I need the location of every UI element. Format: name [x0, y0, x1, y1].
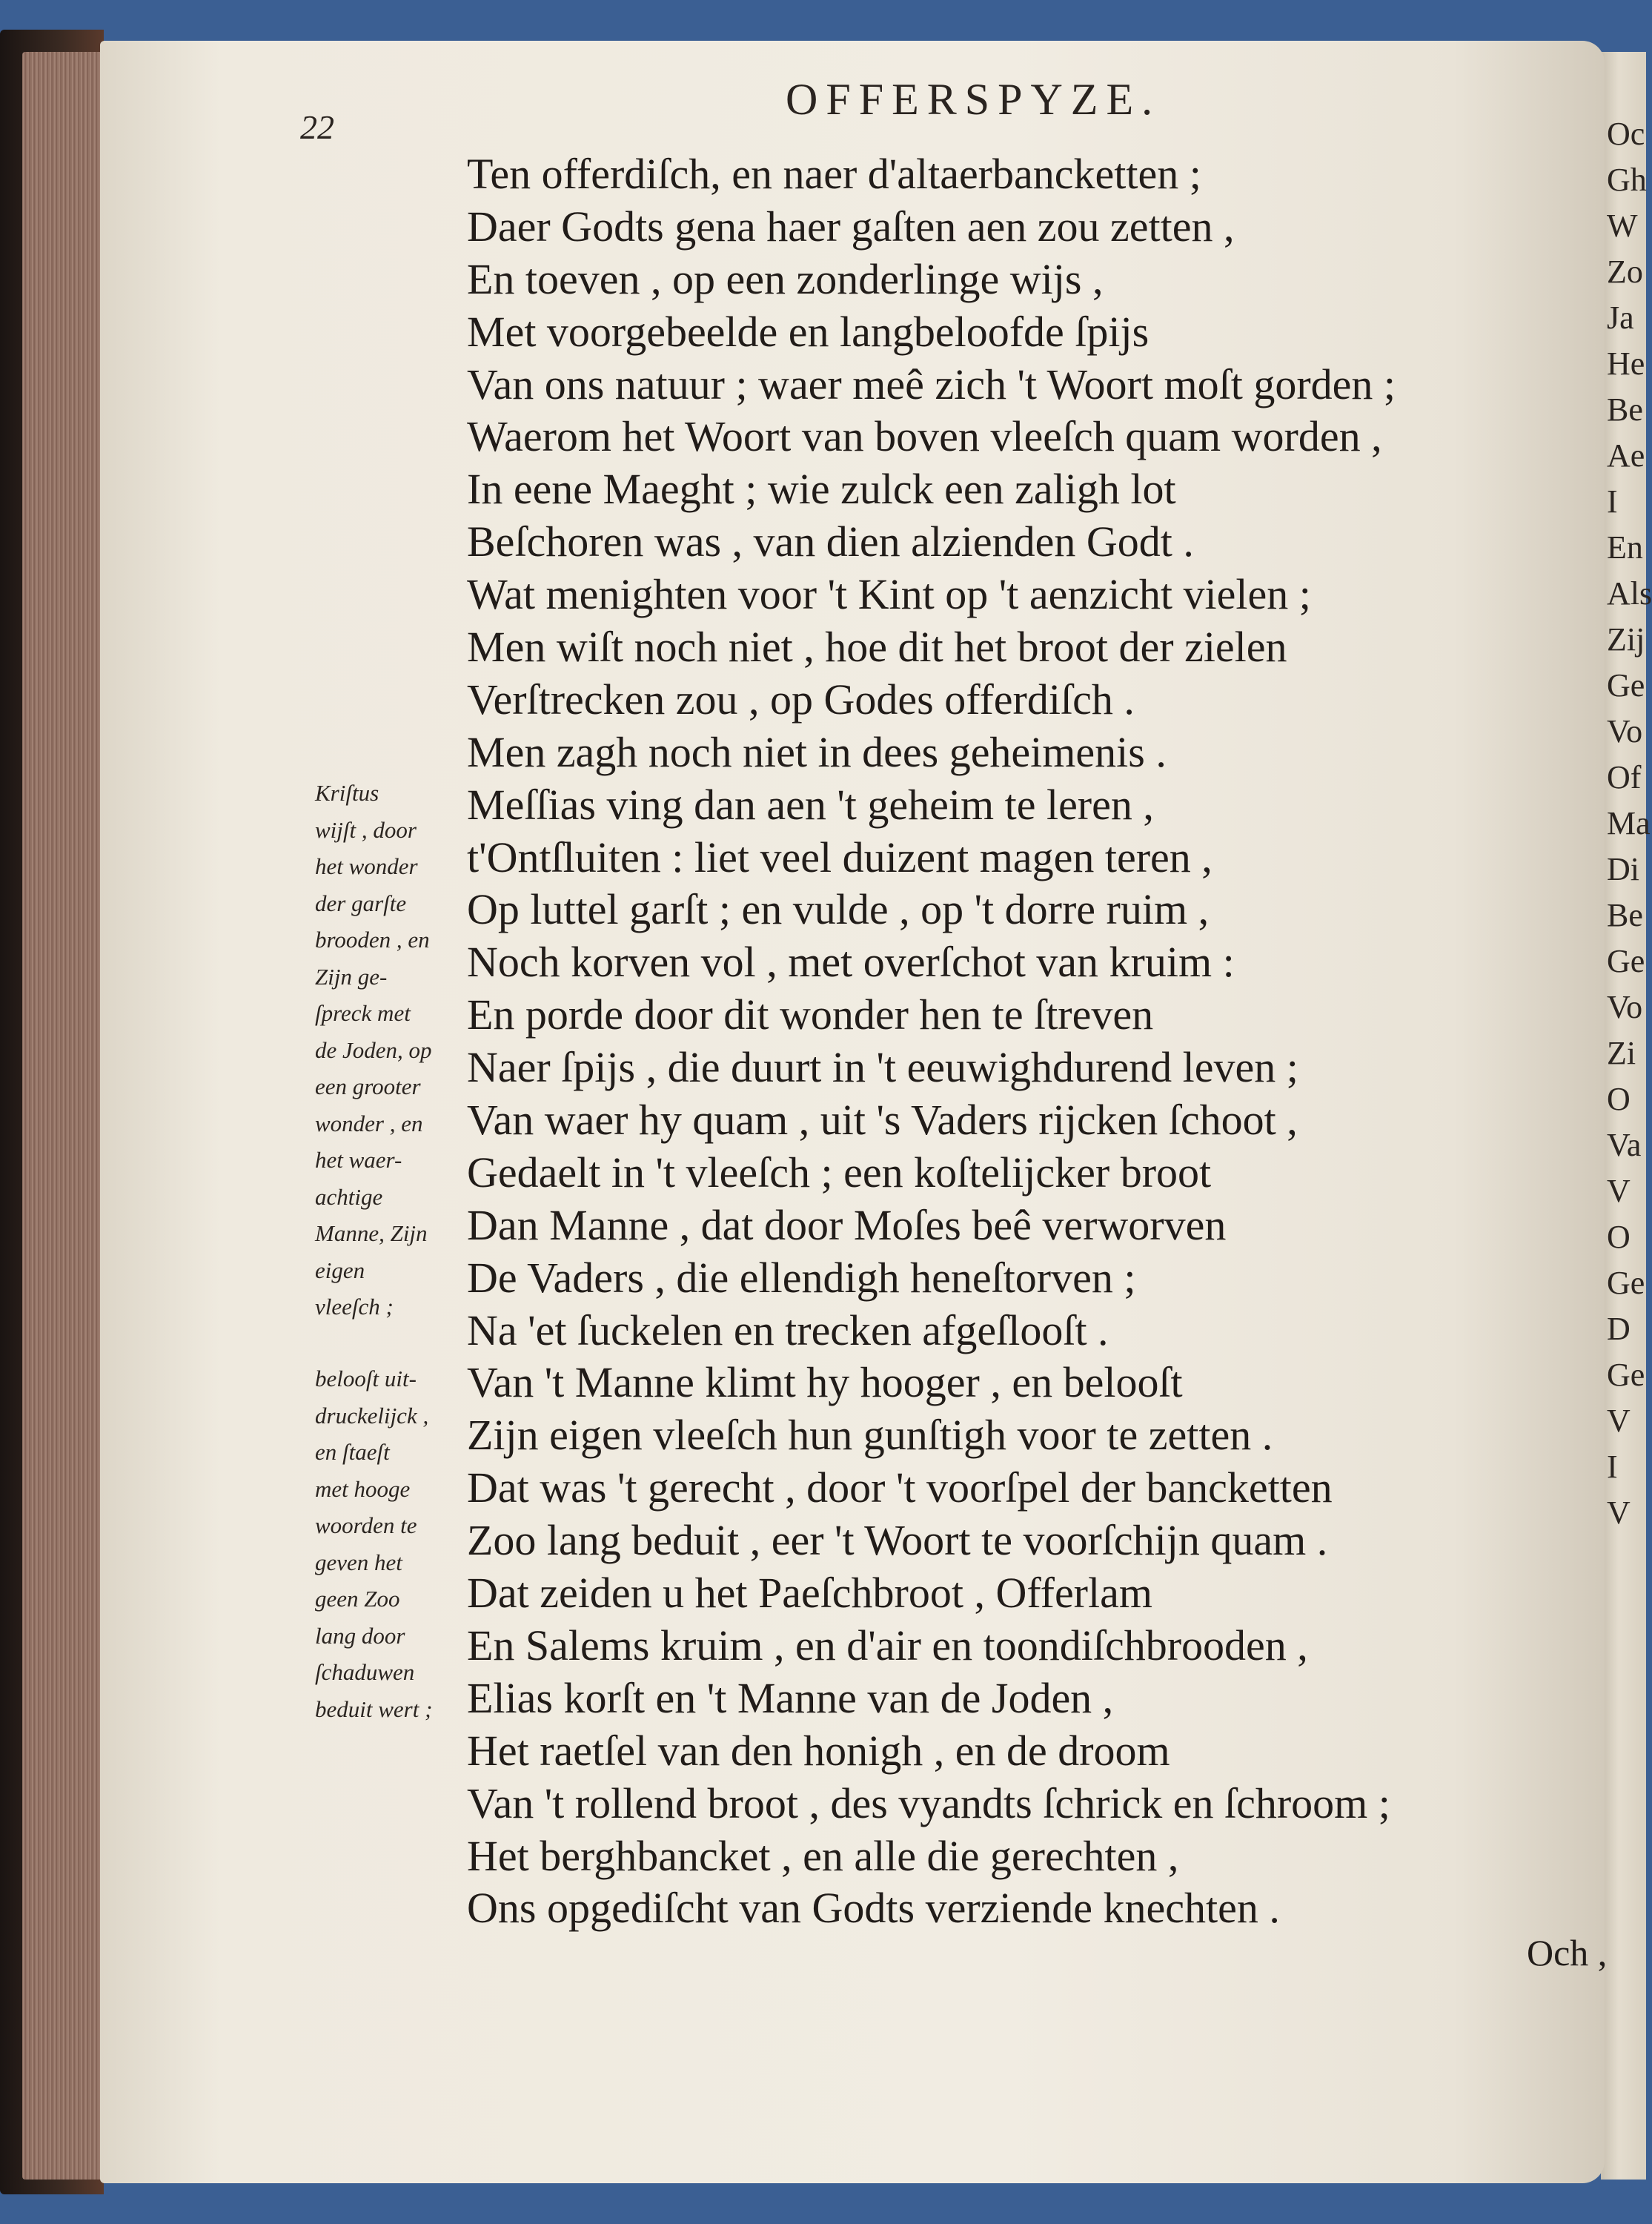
poem-line: Wat menighten voor 't Kint op 't aenzicht vielen ;: [467, 570, 1311, 619]
poem-line: Elias korſt en 't Manne van de Joden ,: [467, 1673, 1114, 1722]
marginal-note-line: met hooge: [315, 1475, 411, 1502]
marginal-note-line: beduit wert ;: [315, 1695, 433, 1722]
poem-line: Zoo lang beduit , eer 't Woort te voorſchijn quam .: [467, 1516, 1328, 1565]
marginal-note-line: brooden , en: [315, 927, 430, 953]
marginal-note-line: eigen: [315, 1257, 365, 1283]
marginal-note-line: vleeſch ;: [315, 1294, 394, 1320]
facing-page-fragment: Ge: [1607, 667, 1645, 704]
marginal-note-line: lang door: [315, 1622, 405, 1649]
facing-page-fragment: V: [1607, 1173, 1631, 1209]
poem-line: Ten offerdiſch, en naer d'altaerbancketten ;: [467, 150, 1201, 198]
facing-page-fragment: Be: [1607, 391, 1643, 428]
poem-text: [467, 148, 1396, 1935]
marginal-note-line: de Joden, op: [315, 1036, 432, 1063]
running-head: OFFERSPYZE.: [786, 75, 1161, 124]
facing-page-fragment: Vo: [1607, 989, 1643, 1025]
facing-page-fragment: O: [1607, 1219, 1631, 1255]
poem-line: Dat was 't gerecht , door 't voorſpel der bancketten: [467, 1463, 1333, 1512]
facing-page-fragment: Gh: [1607, 162, 1647, 198]
facing-page-fragment: Zo: [1607, 254, 1643, 290]
facing-page-fragment: He: [1607, 345, 1645, 382]
marginal-note-line: wonder , en: [315, 1110, 423, 1136]
poem-line: Het berghbancket , en alle die gerechten ,: [467, 1831, 1179, 1880]
page-edges: [22, 52, 104, 2180]
marginal-note-line: druckelijck ,: [315, 1402, 429, 1429]
poem-line: Ons opgediſcht van Godts verziende knechten .: [467, 1884, 1280, 1933]
poem-line: Van 't rollend broot , des vyandts ſchrick en ſchroom ;: [467, 1778, 1390, 1827]
marginal-note-line: achtige: [315, 1183, 383, 1210]
marginal-note-line: Kriſtus: [315, 780, 379, 806]
marginal-note-line: Zijn ge-: [315, 963, 388, 990]
poem-line: Beſchoren was , van dien alzienden Godt .: [467, 517, 1194, 566]
poem-line: In eene Maeght ; wie zulck een zaligh lot: [467, 465, 1176, 514]
facing-page-text: [1607, 111, 1652, 1536]
poem-line: En toeven , op een zonderlinge wijs ,: [467, 254, 1104, 303]
facing-page-fragment: Ma: [1607, 805, 1651, 841]
facing-page-fragment: Oc: [1607, 116, 1645, 152]
facing-page-fragment: Ge: [1607, 1357, 1645, 1393]
poem-line: Van 't Manne klimt hy hooger , en belooſt: [467, 1358, 1183, 1407]
poem-line: Gedaelt in 't vleeſch ; een koſtelijcker broot: [467, 1148, 1212, 1197]
poem-line: Naer ſpijs , die duurt in 't eeuwighdurend leven ;: [467, 1043, 1298, 1092]
marginal-note-kristus: [315, 775, 471, 1326]
facing-page-fragment: Va: [1607, 1127, 1642, 1163]
poem-line: Waerom het Woort van boven vleeſch quam worden ,: [467, 412, 1382, 461]
poem-line: De Vaders , die ellendigh heneſtorven ;: [467, 1253, 1136, 1302]
marginal-note-line: het waer-: [315, 1147, 402, 1173]
poem-line: Noch korven vol , met overſchot van kruim :: [467, 938, 1235, 987]
facing-page-fragment: Zij: [1607, 621, 1645, 658]
poem-line: En porde door dit wonder hen te ſtreven: [467, 990, 1154, 1039]
marginal-note-line: ſpreck met: [315, 1000, 411, 1026]
poem-line: Het raetſel van den honigh , en de droom: [467, 1726, 1170, 1775]
poem-line: Op luttel garſt ; en vulde , op 't dorre ruim ,: [467, 885, 1210, 934]
facing-page-fragment: O: [1607, 1081, 1631, 1117]
poem-line: Men wiſt noch niet , hoe dit het broot der zielen: [467, 623, 1287, 672]
marginal-note-line: het wonder: [315, 853, 418, 879]
facing-page-fragment: Ge: [1607, 1265, 1645, 1301]
marginal-note-line: wijſt , door: [315, 816, 417, 843]
poem-line: Na 'et ſuckelen en trecken afgeſlooſt .: [467, 1305, 1109, 1354]
marginal-note-line: Manne, Zijn: [315, 1220, 428, 1246]
poem-line: Daer Godts gena haer gaſten aen zou zetten ,: [467, 202, 1235, 251]
facing-page-fragment: Zi: [1607, 1035, 1636, 1071]
marginal-note-belooft: [315, 1360, 471, 1727]
facing-page-fragment: Ae: [1607, 437, 1645, 474]
facing-page-fragment: Di: [1607, 851, 1639, 887]
poem-line: Dat zeiden u het Paeſchbroot , Offerlam: [467, 1569, 1152, 1618]
catchword: Och ,: [1527, 1932, 1608, 1973]
marginal-note-line: ſchaduwen: [315, 1659, 415, 1685]
poem-line: Van ons natuur ; waer meê zich 't Woort moſt gorden ;: [467, 360, 1396, 408]
poem-line: Zijn eigen vleeſch hun gunſtigh voor te zetten .: [467, 1411, 1273, 1460]
facing-page-fragment: Vo: [1607, 713, 1643, 749]
marginal-note-line: een grooter: [315, 1073, 421, 1099]
marginal-note-line: en ſtaeſt: [315, 1439, 390, 1465]
facing-page-fragment: En: [1607, 529, 1643, 566]
facing-page-fragment: Ge: [1607, 943, 1645, 979]
facing-page-fragment: Ja: [1607, 299, 1634, 336]
page-number: 22: [300, 108, 334, 146]
facing-page-fragment: Be: [1607, 897, 1643, 933]
marginal-note-line: der garſte: [315, 890, 407, 916]
poem-line: Verſtrecken zou , op Godes offerdiſch .: [467, 675, 1135, 724]
facing-page-fragment: V: [1607, 1403, 1631, 1439]
poem-line: Dan Manne , dat door Moſes beê verworven: [467, 1200, 1227, 1249]
poem-line: t'Ontſluiten : liet veel duizent magen teren ,: [467, 833, 1213, 881]
facing-page-fragment: I: [1607, 1449, 1618, 1485]
poem-line: Met voorgebeelde en langbeloofde ſpijs: [467, 307, 1150, 356]
marginal-note-line: geven het: [315, 1549, 402, 1575]
marginal-note-line: geen Zoo: [315, 1586, 400, 1612]
marginal-note-line: woorden te: [315, 1512, 417, 1538]
poem-line: Meſſias ving dan aen 't geheim te leren ,: [467, 780, 1154, 829]
poem-line: Van waer hy quam , uit 's Vaders rijcken ſchoot ,: [467, 1096, 1298, 1145]
facing-page-fragment: D: [1607, 1311, 1631, 1347]
facing-page-fragment: Als: [1607, 575, 1652, 612]
marginal-note-line: belooſt uit-: [315, 1366, 417, 1391]
facing-page-fragment: V: [1607, 1495, 1631, 1531]
facing-page-fragment: Of: [1607, 759, 1642, 795]
poem-line: Men zagh noch niet in dees geheimenis .: [467, 727, 1167, 776]
poem-line: En Salems kruim , en d'air en toondiſchbrooden ,: [467, 1621, 1308, 1669]
facing-page-fragment: W: [1607, 208, 1638, 244]
facing-page-fragment: I: [1607, 483, 1618, 520]
